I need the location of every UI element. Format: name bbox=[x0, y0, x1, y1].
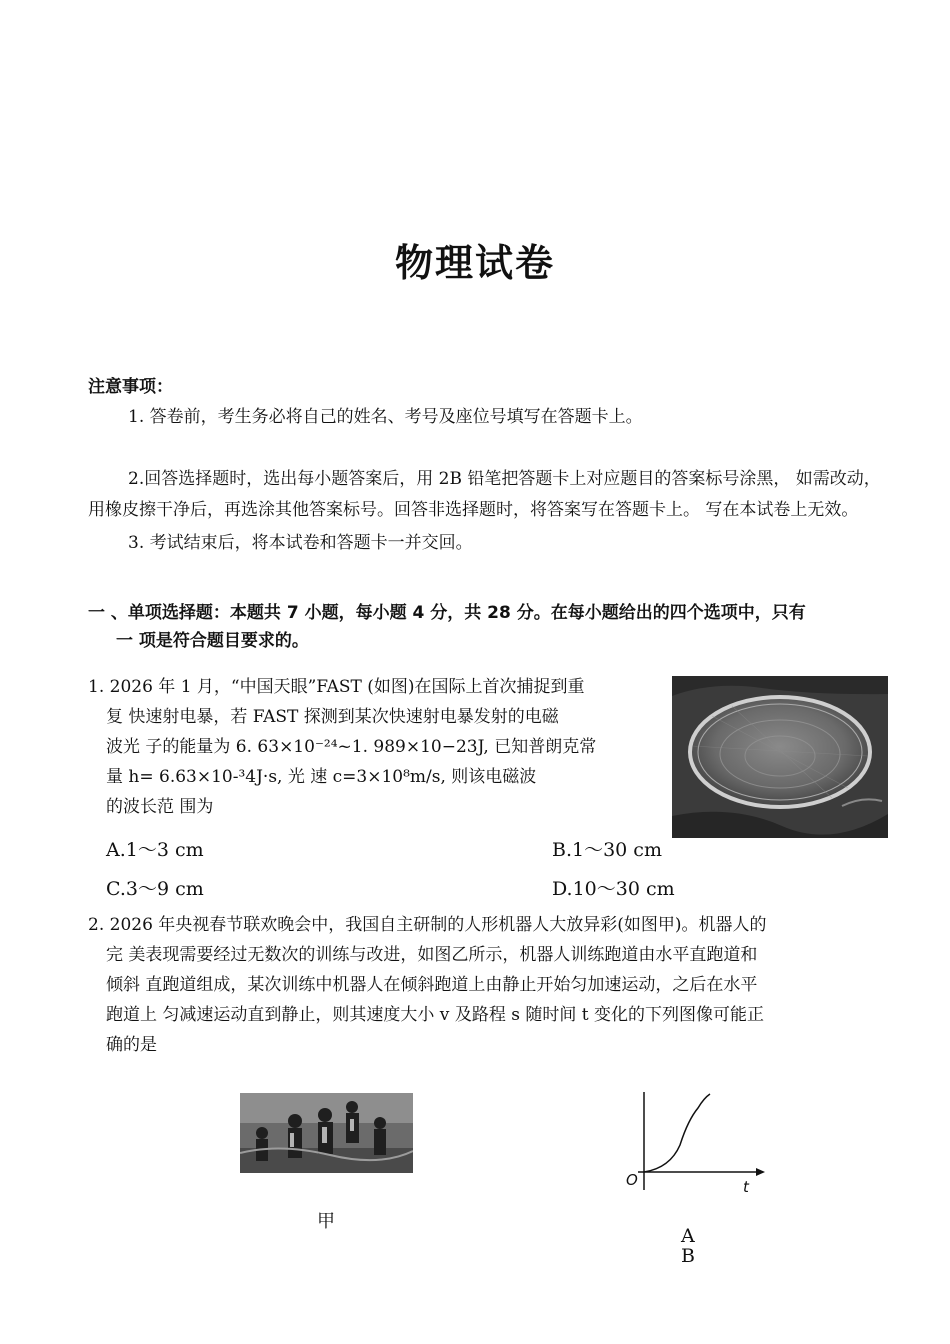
question-1-line: 1. 2026 年 1 月，“中国天眼”FAST (如图)在国际上首次捕捉到重 bbox=[88, 677, 585, 697]
notice-item-2: 2.回答选择题时，选出每小题答案后，用 2B 铅笔把答题卡上对应题目的答案标号涂黑， 如需改动，用橡皮擦干净后，再选涂其他答案标号。回答非选择题时，将答案写在答题卡上。 写在本试卷上无效。 bbox=[88, 469, 881, 520]
q1-option-a: A.1～3 cm bbox=[106, 839, 204, 861]
question-1 bbox=[88, 672, 660, 822]
question-1-line: 复 快速射电暴，若 FAST 探测到某次快速射电暴发射的电磁 bbox=[106, 707, 559, 727]
robot-performance-photo bbox=[240, 1093, 413, 1173]
notice-item-1: 1. 答卷前，考生务必将自己的姓名、考号及座位号填写在答题卡上。 bbox=[128, 407, 643, 427]
x-axis-arrow bbox=[756, 1168, 765, 1176]
section-heading-line-2: 一 项是符合题目要求的。 bbox=[116, 631, 309, 651]
question-2-line: 确的是 bbox=[106, 1035, 157, 1055]
notice-item-3: 3. 考试结束后，将本试卷和答题卡一并交回。 bbox=[128, 533, 473, 553]
q1-option-d: D.10～30 cm bbox=[552, 878, 675, 900]
question-2-line: 倾斜 直跑道组成，某次训练中机器人在倾斜跑道上由静止开始匀加速运动，之后在水平 bbox=[106, 975, 758, 995]
notice-heading: 注意事项： bbox=[88, 377, 173, 397]
graph-caption-a: A bbox=[681, 1225, 695, 1247]
figure-label-jia: 甲 bbox=[317, 1211, 335, 1232]
graph-x-label: t bbox=[743, 1178, 749, 1194]
section-heading-line-1: 一 、单项选择题：本题共 7 小题，每小题 4 分，共 28 分。在每小题给出的四个选项中，只有 bbox=[88, 603, 806, 623]
question-1-line: 的波长范 围为 bbox=[106, 797, 214, 817]
q1-option-c: C.3～9 cm bbox=[106, 878, 204, 900]
graph-caption-b: B bbox=[681, 1245, 695, 1267]
question-1-line: 量 h= 6.63×10-³4J·s, 光 速 c=3×10⁸m/s, 则该电磁波 bbox=[106, 767, 537, 787]
fast-telescope-photo bbox=[672, 676, 888, 838]
question-2 bbox=[88, 910, 888, 1060]
question-2-line: 完 美表现需要经过无数次的训练与改进，如图乙所示，机器人训练跑道由水平直跑道和 bbox=[106, 945, 758, 965]
q1-option-b: B.1～30 cm bbox=[552, 839, 662, 861]
page-title: 物理试卷 bbox=[394, 241, 555, 285]
graph-a bbox=[622, 1090, 767, 1194]
question-2-line: 跑道上 匀减速运动直到静止，则其速度大小 v 及路程 s 随时间 t 变化的下列图像可能正 bbox=[106, 1005, 764, 1025]
graph-origin-label: O bbox=[626, 1171, 638, 1189]
section-heading bbox=[88, 599, 893, 655]
graph-curve bbox=[644, 1094, 710, 1172]
question-1-line: 波光 子的能量为 6. 63×10⁻²⁴~1. 989×10−23J, 已知普朗克常 bbox=[106, 737, 597, 757]
question-2-line: 2. 2026 年央视春节联欢晚会中，我国自主研制的人形机器人大放异彩(如图甲)。机器人的 bbox=[88, 915, 767, 935]
